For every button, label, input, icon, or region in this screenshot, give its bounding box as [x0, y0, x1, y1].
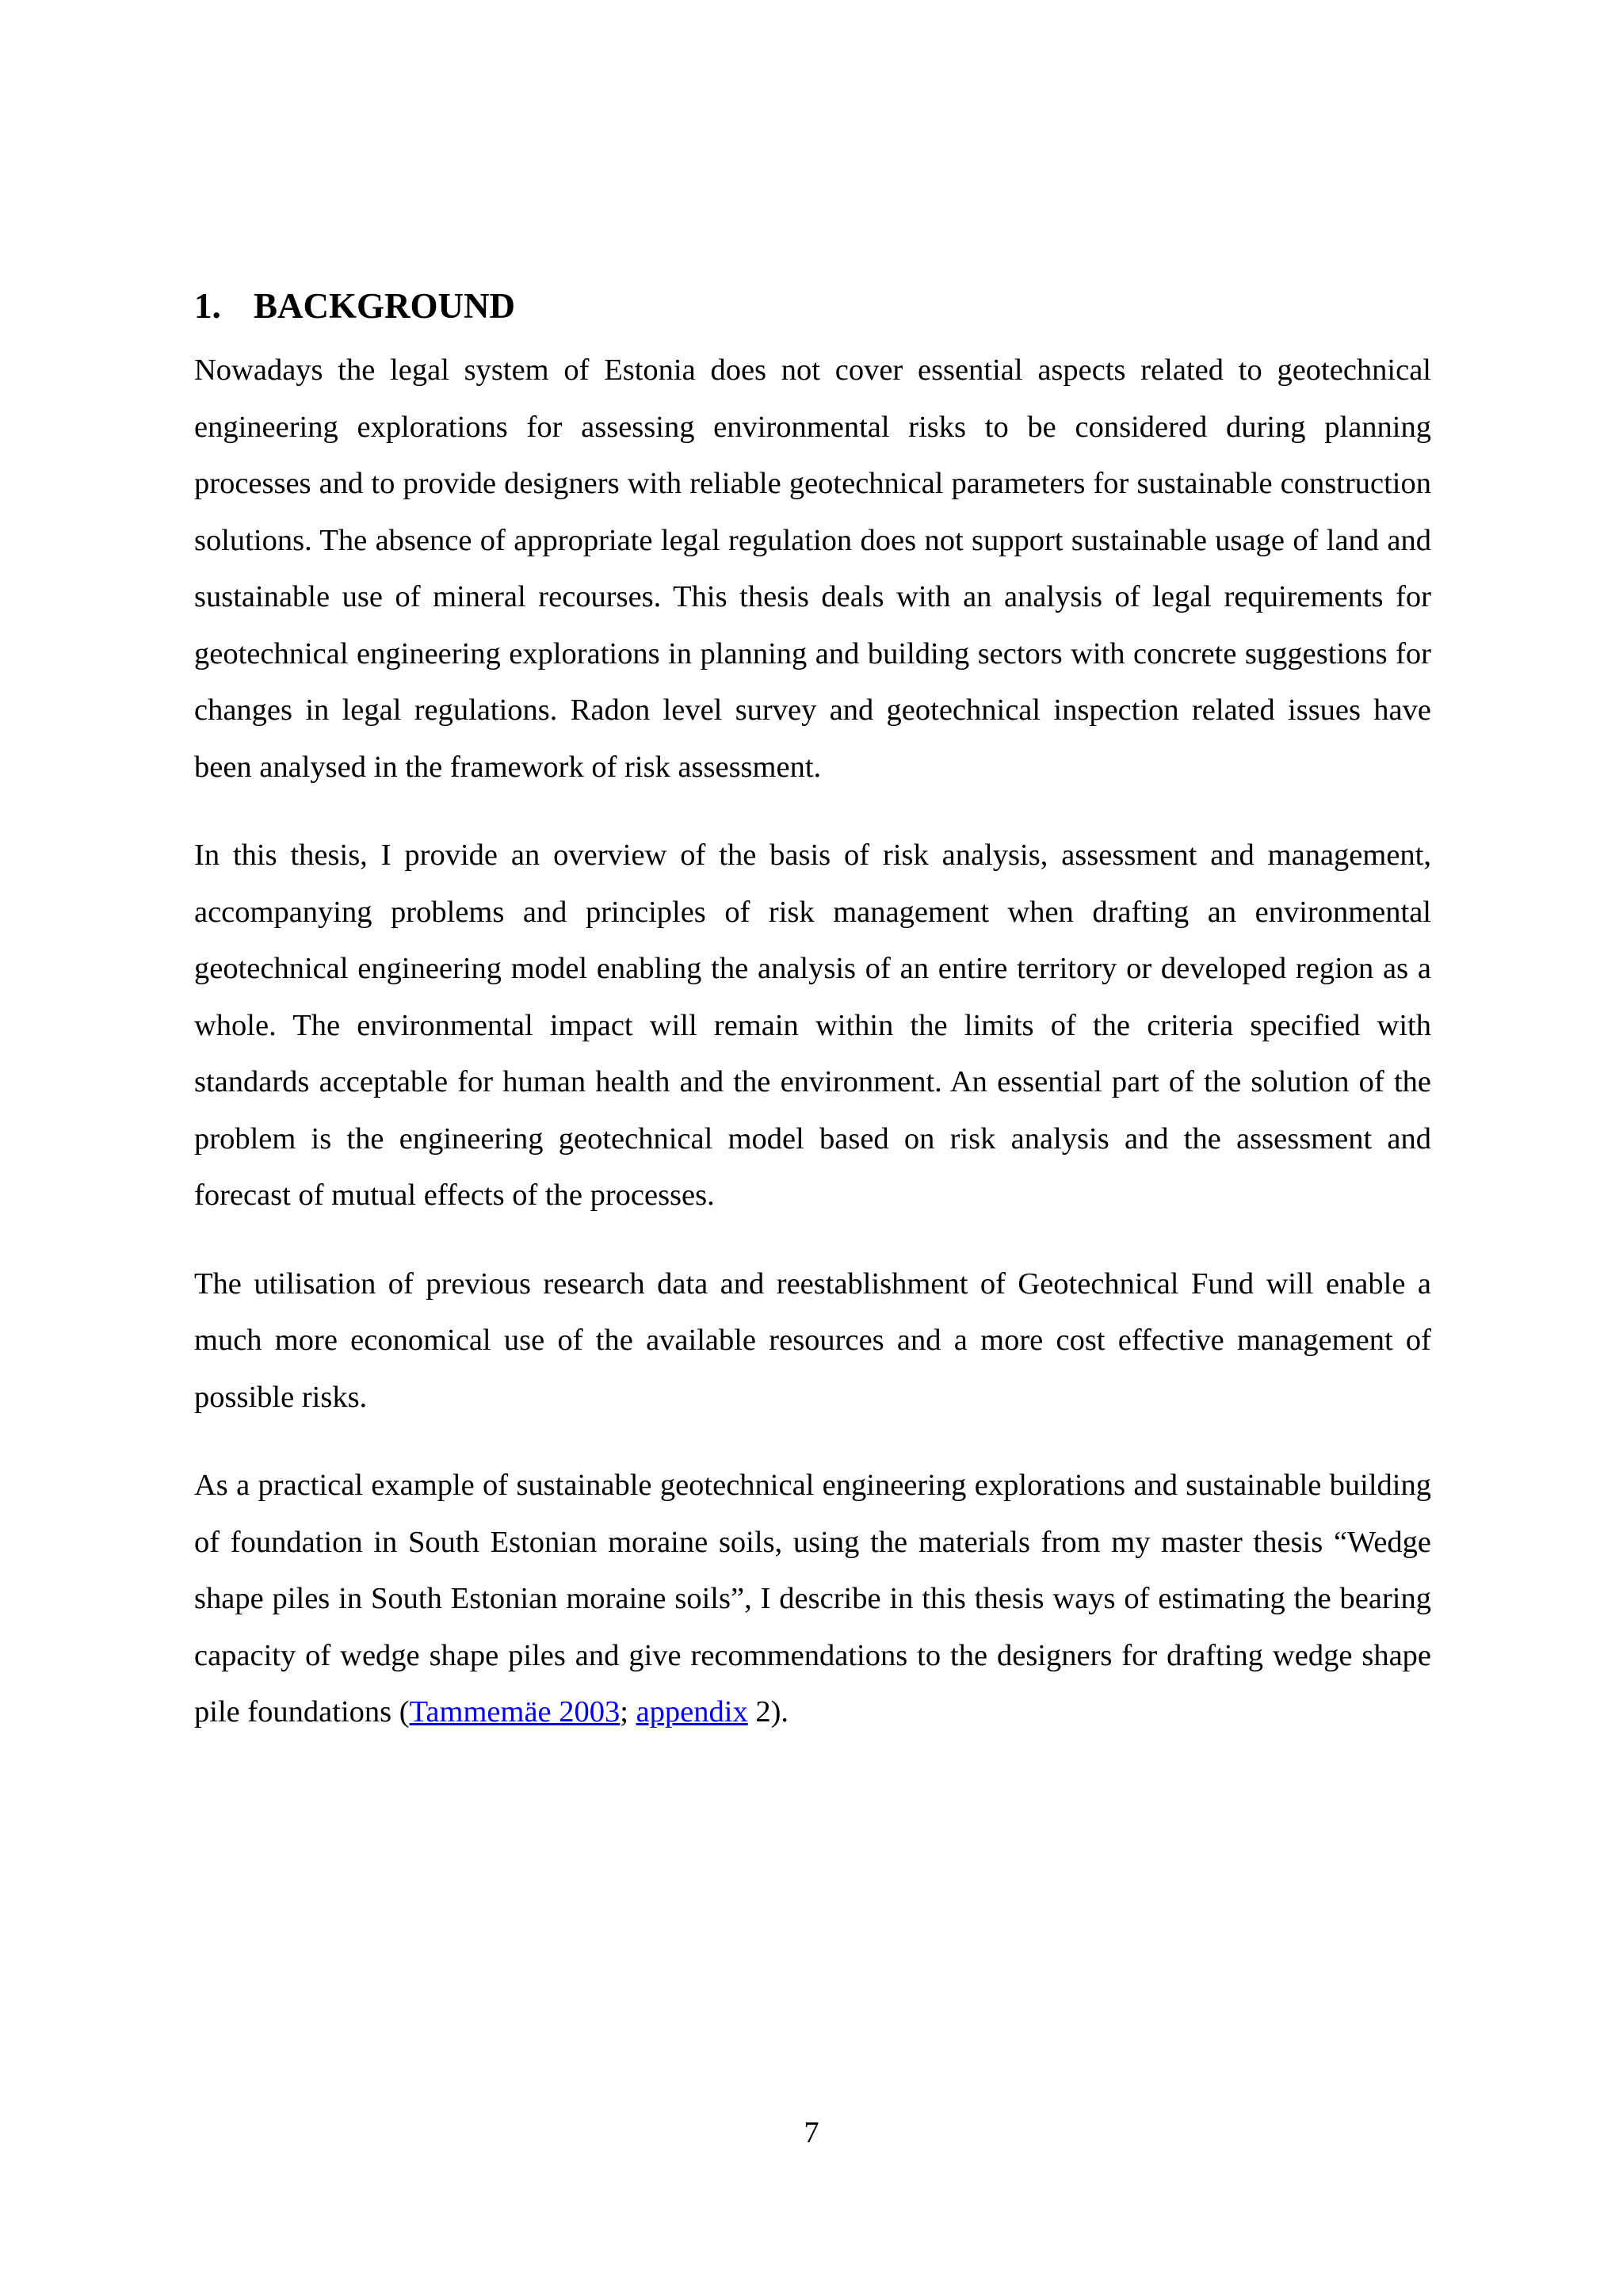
paragraph-4-ending: 2). [747, 1695, 789, 1729]
page-content [194, 282, 1431, 1773]
section-title: BACKGROUND [254, 286, 516, 326]
paragraph-4-text: As a practical example of sustainable geotechnical engineering explorations and sustainable building of foundation in South Estonian moraine soils, using the materials from my master thesis “Wedge shape piles in South Estonian moraine soils”, I describe in this thesis ways of estimating the bearing capacity of wedge shape piles and give recommendations to the designers for drafting wedge shape pile foundations ( [194, 1469, 1431, 1729]
paragraph-2: In this thesis, I provide an overview of the basis of risk analysis, assessment and management, accompanying problems and principles of risk management when drafting an environmental geotechnical engineering model enabling the analysis of an entire territory or developed region as a whole. The environmental impact will remain within the limits of the criteria specified with standards acceptable for human health and the environment. An essential part of the solution of the problem is the engineering geotechnical model based on risk analysis and the assessment and forecast of mutual effects of the processes. [194, 839, 1431, 1212]
reference-link-tammemae-2003[interactable]: Tammemäe 2003 [409, 1695, 621, 1729]
appendix-link[interactable]: appendix [636, 1695, 748, 1729]
paragraph-4 [194, 1457, 1431, 1741]
page-number: 7 [804, 2116, 819, 2149]
reference-separator: ; [620, 1695, 636, 1729]
section-heading [194, 282, 1431, 330]
paragraph-1: Nowadays the legal system of Estonia does not cover essential aspects related to geotechnical engineering explorations for assessing environmental risks to be considered during planning processes and to provide designers with reliable geotechnical parameters for sustainable construction solutions. The absence of appropriate legal regulation does not support sustainable usage of land and sustainable use of mineral recourses. This thesis deals with an analysis of legal requirements for geotechnical engineering explorations in planning and building sectors with concrete suggestions for changes in legal regulations. Radon level survey and geotechnical inspection related issues have been analysed in the framework of risk assessment. [194, 353, 1431, 784]
section-number: 1. [194, 286, 221, 326]
paragraph-3: The utilisation of previous research data and reestablishment of Geotechnical Fund will enable a much more economical use of the available resources and a more cost effective management of possible risks. [194, 1266, 1431, 1414]
